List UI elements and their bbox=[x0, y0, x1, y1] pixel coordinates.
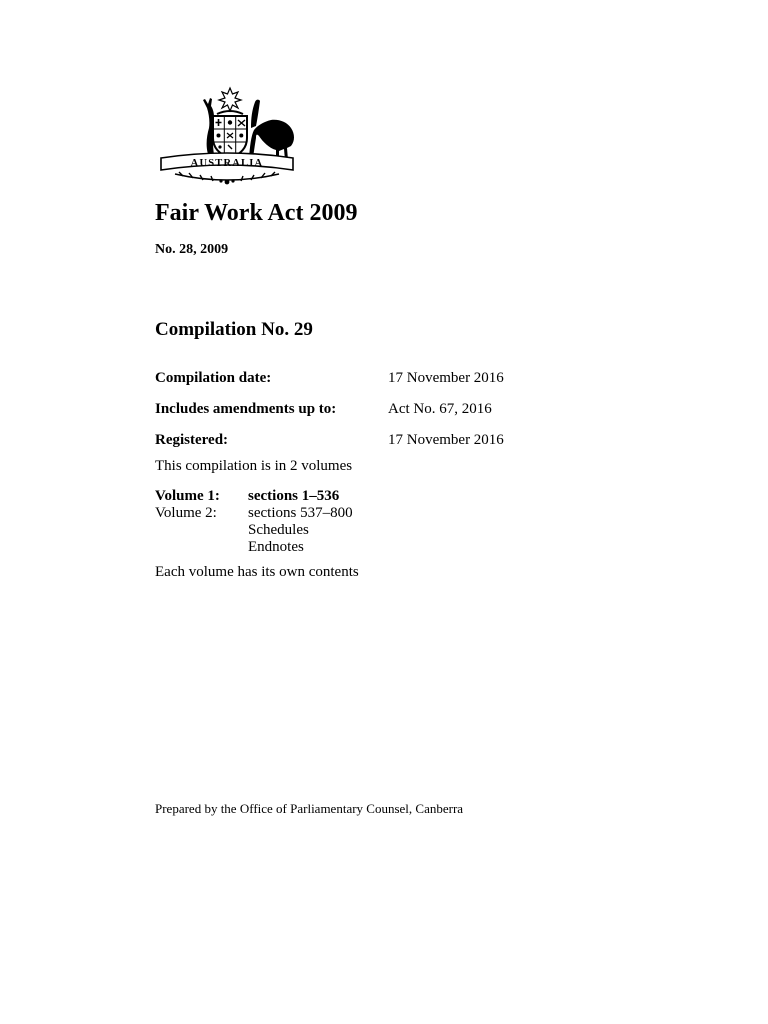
volume-2-endnotes: Endnotes bbox=[248, 539, 304, 555]
amendments-value: Act No. 67, 2016 bbox=[388, 401, 492, 417]
coat-of-arms-icon bbox=[155, 86, 300, 186]
coat-of-arms bbox=[155, 86, 300, 186]
own-contents-note: Each volume has its own contents bbox=[155, 564, 359, 580]
amendments-label: Includes amendments up to: bbox=[155, 401, 337, 417]
volume-2-label: Volume 2: bbox=[155, 505, 217, 521]
crest-label: AUSTRALIA bbox=[190, 158, 264, 169]
act-number: No. 28, 2009 bbox=[155, 242, 229, 257]
volume-1-content: sections 1–536 bbox=[248, 488, 340, 504]
emu-icon bbox=[249, 100, 294, 160]
shield-icon bbox=[213, 116, 247, 158]
volume-1-label: Volume 1: bbox=[155, 488, 220, 504]
registered-label: Registered: bbox=[155, 432, 229, 448]
registered-row bbox=[155, 430, 575, 450]
commonwealth-star-icon bbox=[219, 88, 241, 111]
volume-2-schedules: Schedules bbox=[248, 522, 309, 538]
prepared-by: Prepared by the Office of Parliamentary Counsel, Canberra bbox=[155, 801, 464, 816]
compilation-date-value: 17 November 2016 bbox=[388, 370, 504, 386]
compilation-date-label: Compilation date: bbox=[155, 370, 272, 386]
volumes-note: This compilation is in 2 volumes bbox=[155, 458, 353, 474]
amendments-row bbox=[155, 399, 575, 419]
compilation-heading: Compilation No. 29 bbox=[155, 319, 313, 340]
registered-value: 17 November 2016 bbox=[388, 432, 504, 448]
page-title: Fair Work Act 2009 bbox=[155, 200, 358, 226]
volume-2-content: sections 537–800 bbox=[248, 505, 353, 521]
compilation-date-row bbox=[155, 368, 575, 388]
